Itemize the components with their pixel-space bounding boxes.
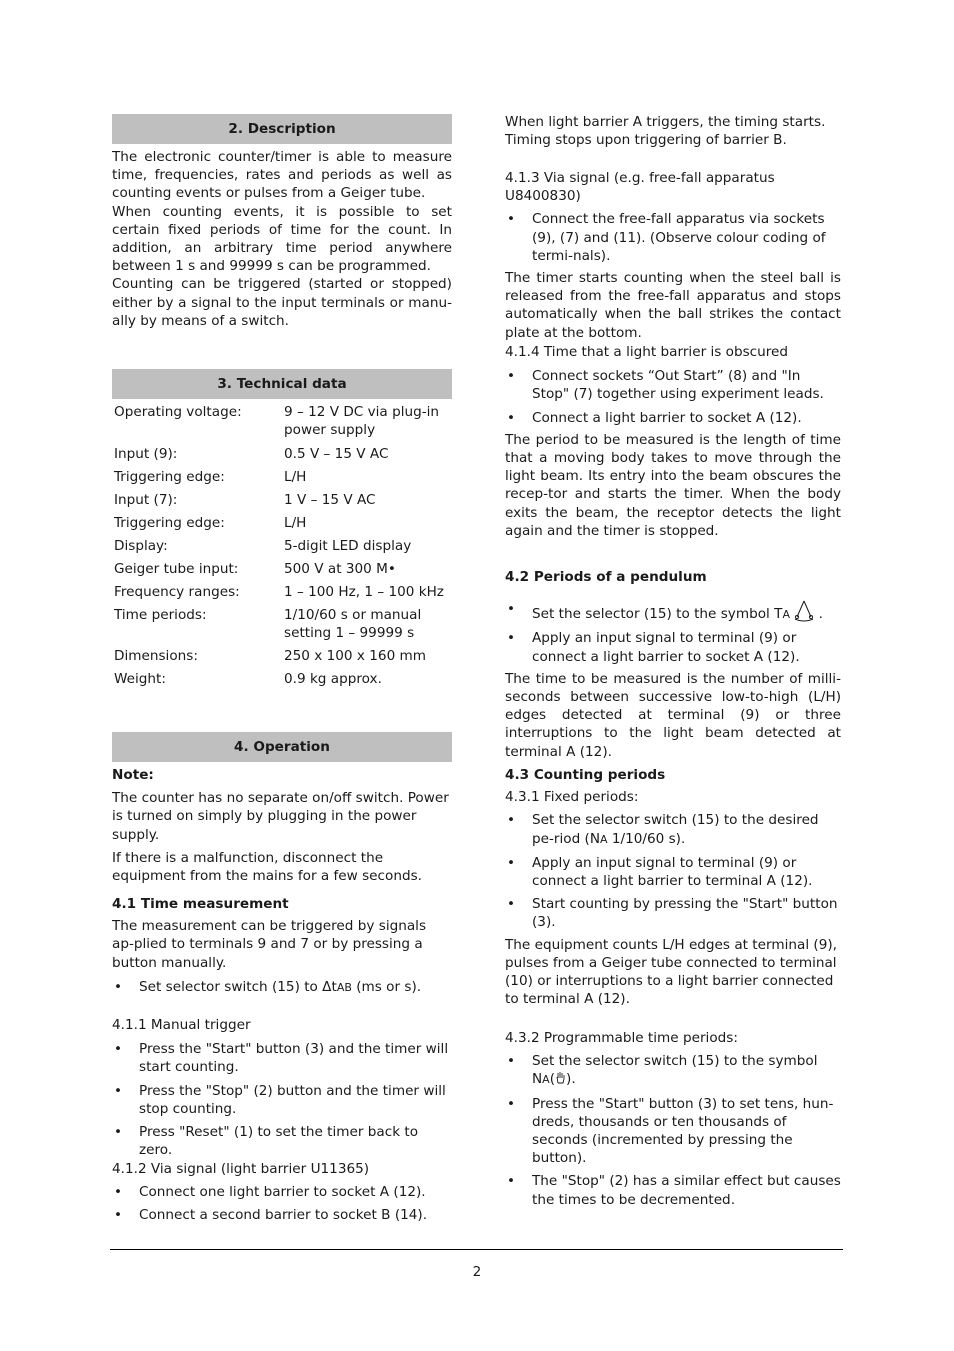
section-4-1-2-title: 4.1.2 Via signal (light barrier U11365)	[112, 1161, 370, 1177]
spec-label: Geiger tube input:	[114, 561, 239, 577]
operation-heading: 4. Operation	[112, 732, 452, 762]
spec-value: 500 V at 300 M•	[284, 561, 396, 577]
spec-value: 0.9 kg approx.	[284, 671, 382, 687]
pendulum-icon	[794, 600, 814, 622]
technical-heading: 3. Technical data	[112, 369, 452, 399]
list-item: • Connect a second barrier to socket B (14).	[112, 1206, 452, 1224]
section-4-1-2	[112, 1160, 452, 1225]
section-4-1	[112, 895, 452, 997]
description-heading: 2. Description	[112, 114, 452, 144]
spec-value: 9 – 12 V DC via plug-in power supply	[284, 404, 440, 439]
list-item: • Connect one light barrier to socket A (12).	[112, 1183, 452, 1201]
list-item: • Set the selector (15) to the symbol TA .	[505, 600, 841, 624]
spec-value: 250 x 100 x 160 mm	[284, 648, 427, 664]
description-p1: The electronic counter/timer is able to measure time, frequencies, rates and periods as well as counting events or pulses from a Geiger tube.	[112, 149, 452, 202]
section-4-1-2-list	[112, 1183, 452, 1224]
list-item: • Start counting by pressing the "Start" button (3).	[505, 895, 841, 931]
section-4-3	[505, 766, 841, 1008]
timing-text: When light barrier A triggers, the timing starts. Timing stops upon triggering of barrier B.	[505, 114, 826, 149]
spec-value: 1 V – 15 V AC	[284, 492, 376, 508]
spec-label: Input (9):	[114, 446, 178, 462]
list-item: • Apply an input signal to terminal (9) or connect a light barrier to socket A (12).	[505, 629, 841, 665]
section-4-1-3-text: The timer starts counting when the steel ball is released from the free-fall apparatus and stops automatically when the ball strikes the contact plate at the bottom.	[505, 270, 841, 341]
list-item: • Set the selector switch (15) to the desired pe-riod (NA 1/10/60 s).	[505, 811, 841, 848]
page-number: 2	[472, 1264, 482, 1280]
spec-value: L/H	[284, 469, 307, 485]
section-4-1-intro: The measurement can be triggered by signals ap-plied to terminals 9 and 7 or by pressing a button manually.	[112, 918, 427, 971]
section-4-3-title: 4.3 Counting periods	[505, 767, 666, 783]
section-4-1-1-list	[112, 1040, 452, 1159]
list-item: • The "Stop" (2) has a similar effect but causes the times to be decremented.	[505, 1172, 841, 1208]
spec-value: 0.5 V – 15 V AC	[284, 446, 389, 462]
section-4-1-title: 4.1 Time measurement	[112, 896, 289, 912]
spec-label: Time periods:	[114, 607, 207, 623]
section-4-2-title: 4.2 Periods of a pendulum	[505, 569, 707, 585]
timing-paragraph	[505, 113, 841, 149]
section-4-1-1	[112, 1016, 452, 1159]
section-4-2	[505, 568, 841, 761]
section-4-3-1-title: 4.3.1 Fixed periods:	[505, 789, 639, 806]
spec-value: 1 – 100 Hz, 1 – 100 kHz	[284, 584, 444, 600]
description-p3: Counting can be triggered (started or stopped) either by a signal to the input terminals or manu-ally by means of a switch.	[112, 276, 452, 329]
list-item: • Apply an input signal to terminal (9) or connect a light barrier to terminal A (12).	[505, 854, 841, 890]
section-4-2-list	[505, 600, 841, 666]
spec-value: 1/10/60 s or manual setting 1 – 99999 s	[284, 607, 422, 642]
operation-note	[112, 766, 452, 885]
section-4-1-4-title: 4.1.4 Time that a light barrier is obscured	[505, 344, 789, 360]
list-item: • Press "Reset" (1) to set the timer back to zero.	[112, 1123, 452, 1159]
section-4-2-text: The time to be measured is the number of milli-seconds between successive low-to-high (L/H) edges detected at terminal (9) or three interruptions to the light beam detected at terminal A (12).	[505, 670, 841, 760]
spec-value: 5-digit LED display	[284, 538, 412, 554]
section-4-1-4-list	[505, 367, 841, 427]
spec-label: Input (7):	[114, 492, 178, 508]
section-4-1-list	[112, 978, 452, 997]
section-4-1-3	[505, 169, 841, 342]
description-body	[112, 148, 452, 330]
list-item: • Press the "Stop" (2) button and the timer will stop counting.	[112, 1082, 452, 1118]
list-item: • Set selector switch (15) to ΔtAB (ms or s).	[112, 978, 452, 997]
section-4-1-4-text: The period to be measured is the length of time that a moving body takes to move through the light beam. Its entry into the beam obscures the recep-tor and starts the timer. When the body exits the beam, the receptor detects the light again and the timer is stopped.	[505, 431, 841, 539]
section-4-3-1-list	[505, 811, 841, 931]
section-4-3-2-list	[505, 1052, 841, 1209]
section-4-1-3-list	[505, 210, 841, 265]
spec-label: Frequency ranges:	[114, 584, 240, 600]
section-4-1-4	[505, 343, 841, 540]
footer-rule	[110, 1249, 843, 1250]
section-4-1-3-title: 4.1.3 Via signal (e.g. free-fall apparatus U8400830)	[505, 170, 775, 205]
list-item: • Connect a light barrier to socket A (12).	[505, 409, 841, 427]
spec-label: Operating voltage:	[114, 404, 242, 420]
section-4-1-1-title: 4.1.1 Manual trigger	[112, 1017, 251, 1033]
description-p2: When counting events, it is possible to set certain fixed periods of time for the count. In addition, an arbitrary time period anywhere between 1 s and 99999 s can be programmed.	[112, 203, 452, 275]
list-item: • Press the "Start" button (3) and the timer will start counting.	[112, 1040, 452, 1076]
list-item: • Press the "Start" button (3) to set tens, hun-dreds, thousands or ten thousands of seconds (incremented by pressing the button).	[505, 1095, 841, 1168]
list-item: • Set the selector switch (15) to the symbol NA( ).	[505, 1052, 841, 1089]
note-text-2: If there is a malfunction, disconnect the equipment from the mains for a few seconds.	[112, 849, 422, 885]
spec-value: L/H	[284, 515, 307, 531]
spec-label: Display:	[114, 538, 168, 554]
note-label: Note:	[112, 767, 154, 783]
list-item: • Connect the free-fall apparatus via sockets (9), (7) and (11). (Observe colour coding of termi-nals).	[505, 210, 841, 265]
section-4-3-2	[505, 1029, 841, 1209]
spec-label: Triggering edge:	[114, 515, 225, 531]
note-text-1: The counter has no separate on/off switch. Power is turned on simply by plugging in the power supply.	[112, 790, 449, 843]
spec-label: Triggering edge:	[114, 469, 225, 485]
spec-label: Dimensions:	[114, 648, 198, 664]
spec-label: Weight:	[114, 671, 166, 687]
section-4-3-2-title: 4.3.2 Programmable time periods:	[505, 1030, 738, 1046]
hand-icon	[555, 1071, 566, 1084]
list-item: • Connect sockets “Out Start” (8) and "In Stop" (7) together using experiment leads.	[505, 367, 841, 403]
section-4-3-1-text: The equipment counts L/H edges at terminal (9), pulses from a Geiger tube connected to terminal (10) or interruptions to a light barrier connected to terminal A (12).	[505, 936, 837, 1008]
